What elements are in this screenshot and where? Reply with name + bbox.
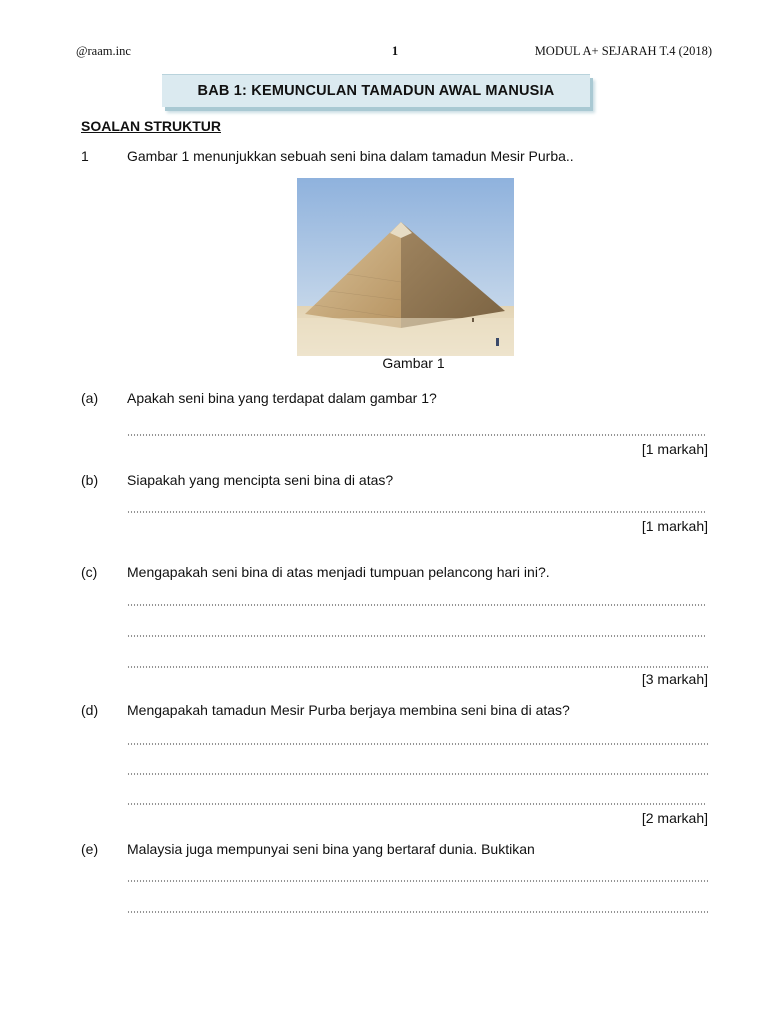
part-a-label: (a) (81, 390, 99, 406)
part-d-question: Mengapakah tamadun Mesir Purba berjaya membina seni bina di atas? (127, 702, 570, 718)
part-e-question: Malaysia juga mempunyai seni bina yang bertaraf dunia. Buktikan (127, 841, 535, 857)
part-e-answer-line-2[interactable] (127, 911, 708, 913)
page-number: 1 (391, 44, 399, 58)
part-e-answer-line-1[interactable] (127, 880, 708, 882)
section-title: SOALAN STRUKTUR (81, 118, 221, 134)
part-b-answer-line-1[interactable] (127, 511, 705, 513)
part-d-answer-line-2[interactable] (127, 773, 708, 775)
part-c-answer-line-3[interactable] (127, 666, 708, 668)
part-b-question: Siapakah yang mencipta seni bina di atas? (127, 472, 394, 488)
part-a-question: Apakah seni bina yang terdapat dalam gambar 1? (127, 390, 437, 406)
part-e-label: (e) (81, 841, 99, 857)
part-c-question: Mengapakah seni bina di atas menjadi tumpuan pelancong hari ini?. (127, 564, 550, 580)
pyramid-image (297, 178, 514, 356)
part-a-answer-line-1[interactable] (127, 434, 705, 436)
header-left-text: @raam.inc (76, 44, 131, 58)
part-c-answer-line-2[interactable] (127, 635, 705, 637)
part-d-answer-line-3[interactable] (127, 803, 705, 805)
figure-caption: Gambar 1 (382, 355, 445, 371)
part-c-marks: [3 markah] (641, 671, 708, 687)
part-a-marks: [1 markah] (641, 441, 708, 457)
part-d-marks: [2 markah] (641, 810, 708, 826)
question-stem: Gambar 1 menunjukkan sebuah seni bina dalam tamadun Mesir Purba.. (127, 148, 574, 164)
chapter-title-banner (162, 74, 590, 107)
part-c-answer-line-1[interactable] (127, 604, 705, 606)
question-number: 1 (81, 148, 89, 164)
part-d-answer-line-1[interactable] (127, 743, 708, 745)
header-right-text: MODUL A+ SEJARAH T.4 (2018) (534, 44, 712, 58)
part-b-label: (b) (81, 472, 99, 488)
chapter-title: BAB 1: KEMUNCULAN TAMADUN AWAL MANUSIA (197, 83, 555, 99)
part-b-marks: [1 markah] (641, 518, 708, 534)
pyramid-photo (297, 178, 514, 356)
part-d-label: (d) (81, 702, 99, 718)
part-c-label: (c) (81, 564, 98, 580)
